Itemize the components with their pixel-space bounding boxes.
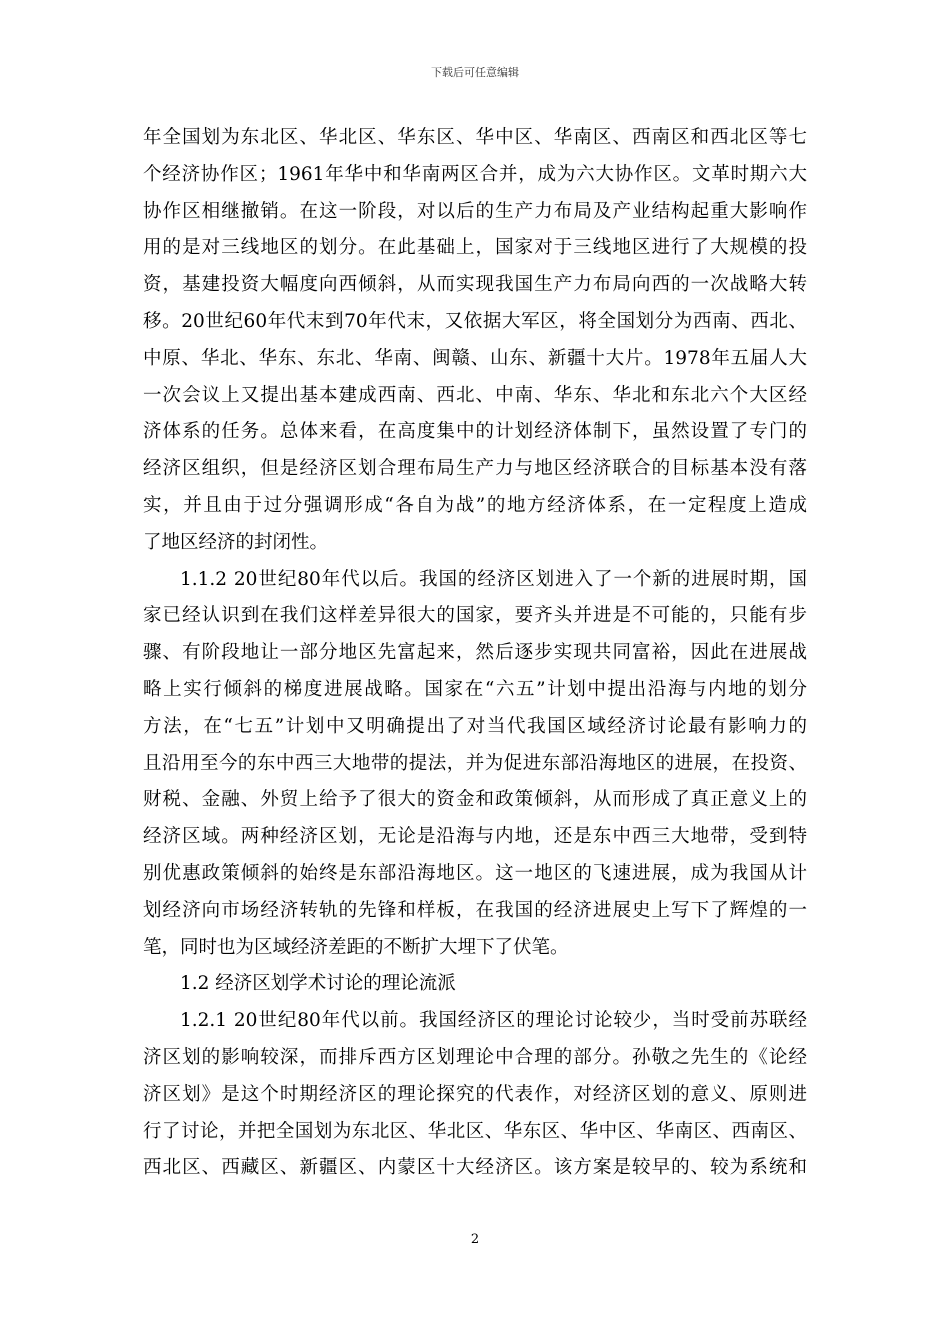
text-line: 经济区域。两种经济区划，无论是沿海与内地，还是东中西三大地带，受到特 <box>143 826 807 848</box>
text-line: 个经济协作区；1961年华中和华南两区合并，成为六大协作区。文革时期六大 <box>143 163 807 185</box>
text-line: 1.1.2 20世纪80年代以后。我国的经济区划进入了一个新的进展时期，国 <box>180 568 807 590</box>
text-line: 方法，在“七五”计划中又明确提出了对当代我国区域经济讨论最有影响力的 <box>143 715 807 737</box>
document-body <box>143 120 807 1187</box>
text-line: 中原、华北、华东、东北、华南、闽赣、山东、新疆十大片。1978年五届人大 <box>143 347 807 369</box>
text-line: 协作区相继撤销。在这一阶段，对以后的生产力布局及产业结构起重大影响作 <box>143 200 807 222</box>
page-header: 下载后可任意编辑 <box>431 66 519 79</box>
text-line: 西北区、西藏区、新疆区、内蒙区十大经济区。该方案是较早的、较为系统和 <box>143 1157 807 1179</box>
text-line: 别优惠政策倾斜的始终是东部沿海地区。这一地区的飞速进展，成为我国从计 <box>143 862 807 884</box>
text-line: 移。20世纪60年代末到70年代末，又依据大军区，将全国划分为西南、西北、 <box>143 310 807 332</box>
text-line: 且沿用至今的东中西三大地带的提法，并为促进东部沿海地区的进展，在投资、 <box>143 752 807 774</box>
text-line: 济区划的影响较深，而排斥西方区划理论中合理的部分。孙敬之先生的《论经 <box>143 1046 807 1068</box>
text-line: 年全国划为东北区、华北区、华东区、华中区、华南区、西南区和西北区等七 <box>143 127 807 148</box>
text-line: 家已经认识到在我们这样差异很大的国家，要齐头并进是不可能的，只能有步 <box>143 605 807 627</box>
text-line: 行了讨论，并把全国划为东北区、华北区、华东区、华中区、华南区、西南区、 <box>143 1120 807 1142</box>
text-line: 实，并且由于过分强调形成“各自为战”的地方经济体系，在一定程度上造成 <box>143 494 807 516</box>
text-line: 了地区经济的封闭性。 <box>143 531 329 553</box>
text-line: 划经济向市场经济转轨的先锋和样板，在我国的经济进展史上写下了辉煌的一 <box>143 899 807 921</box>
text-line: 资，基建投资大幅度向西倾斜，从而实现我国生产力布局向西的一次战略大转 <box>143 274 807 296</box>
text-line: 财税、金融、外贸上给予了很大的资金和政策倾斜，从而形成了真正意义上的 <box>143 789 807 811</box>
text-line: 笔，同时也为区域经济差距的不断扩大埋下了伏笔。 <box>143 936 569 958</box>
text-line: 用的是对三线地区的划分。在此基础上，国家对于三线地区进行了大规模的投 <box>143 237 807 259</box>
text-line: 骤、有阶段地让一部分地区先富起来，然后逐步实现共同富裕，因此在进展战 <box>143 642 807 664</box>
text-line: 经济区组织，但是经济区划合理布局生产力与地区经济联合的目标基本没有落 <box>143 458 807 480</box>
text-line: 一次会议上又提出基本建成西南、西北、中南、华东、华北和东北六个大区经 <box>143 384 807 406</box>
text-line: 略上实行倾斜的梯度进展战略。国家在“六五”计划中提出沿海与内地的划分 <box>143 678 807 700</box>
section-heading: 1.2 经济区划学术讨论的理论流派 <box>180 973 456 995</box>
text-line: 济区划》是这个时期经济区的理论探究的代表作，对经济区划的意义、原则进 <box>143 1083 807 1105</box>
text-line: 1.2.1 20世纪80年代以前。我国经济区的理论讨论较少，当时受前苏联经 <box>180 1010 807 1032</box>
page-number: 2 <box>470 1232 480 1247</box>
text-line: 济体系的任务。总体来看，在高度集中的计划经济体制下，虽然设置了专门的 <box>143 421 807 443</box>
